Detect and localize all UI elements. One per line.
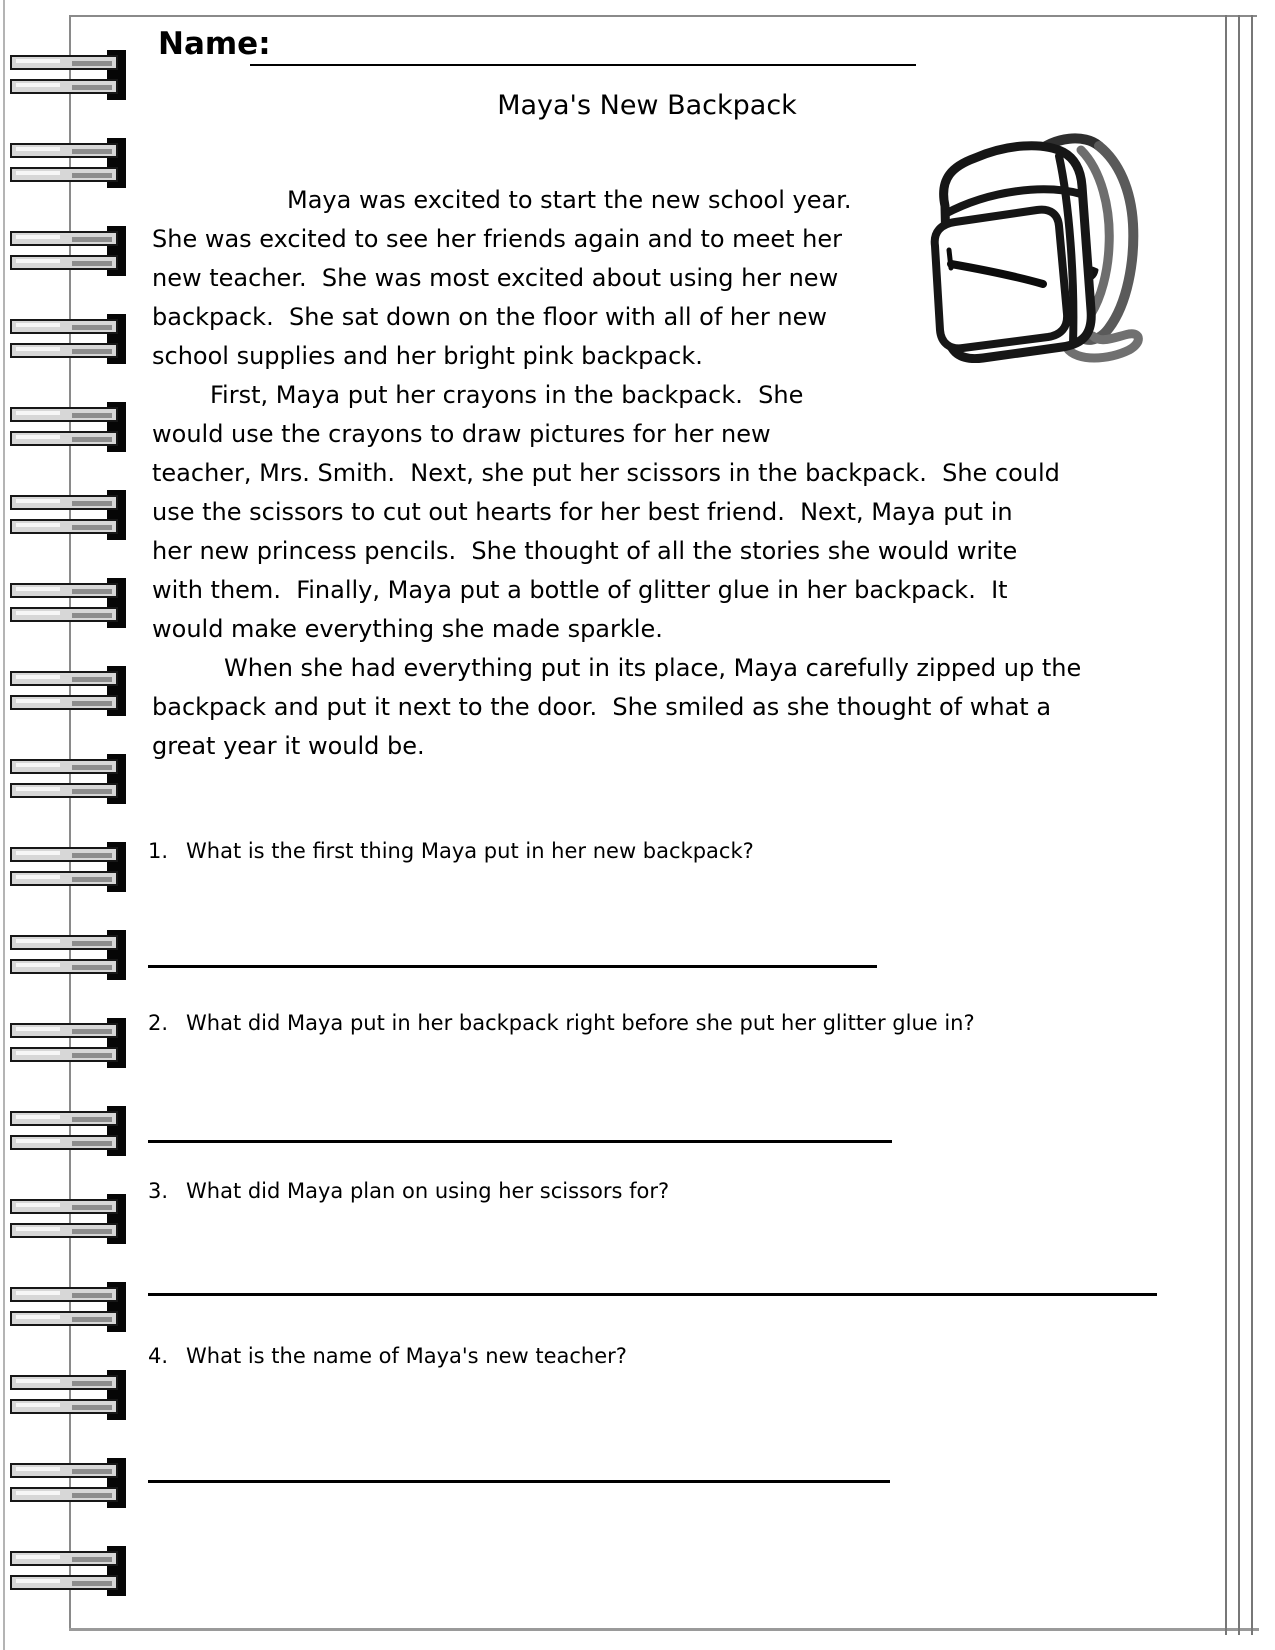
page-stack-edge-line	[1251, 15, 1253, 1635]
binding-wire	[10, 143, 118, 158]
binding-ring	[0, 1106, 130, 1156]
binding-wire	[10, 431, 118, 446]
binding-ring	[0, 1018, 130, 1068]
binding-wire-highlight	[16, 147, 60, 151]
story-line: backpack and put it next to the door. She smiled as she thought of what a	[152, 693, 1052, 721]
binding-wire-shadow	[72, 1029, 112, 1034]
binding-wire-highlight	[16, 171, 60, 175]
question-number: 2.	[148, 1011, 169, 1035]
binding-ring	[0, 666, 130, 716]
story-line: She was excited to see her friends again and to meet her	[152, 225, 842, 253]
binding-wire	[10, 959, 118, 974]
binding-ring	[0, 138, 130, 188]
binding-wire-highlight	[16, 59, 60, 63]
binding-wire-shadow	[72, 613, 112, 618]
binding-wire-shadow	[72, 525, 112, 530]
paper-bottom-border	[69, 1628, 1259, 1631]
binding-wire-highlight	[16, 1491, 60, 1495]
binding-wire	[10, 935, 118, 950]
story-line: When she had everything put in its place, Maya carefully zipped up the	[224, 654, 1082, 682]
binding-wire-shadow	[72, 965, 112, 970]
story-line: new teacher. She was most excited about using her new	[152, 264, 839, 292]
binding-wire-shadow	[72, 149, 112, 154]
binding-wire	[10, 759, 118, 774]
binding-wire	[10, 1111, 118, 1126]
binding-wire	[10, 847, 118, 862]
binding-wire-shadow	[72, 1493, 112, 1498]
binding-wire-shadow	[72, 173, 112, 178]
binding-wire	[10, 1199, 118, 1214]
binding-wire-highlight	[16, 675, 60, 679]
story-line: great year it would be.	[152, 732, 425, 760]
binding-wire	[10, 1047, 118, 1062]
question-4	[148, 1341, 627, 1371]
binding-wire	[10, 871, 118, 886]
binding-wire-highlight	[16, 963, 60, 967]
question-number: 1.	[148, 839, 169, 863]
binding-wire	[10, 1399, 118, 1414]
binding-ring	[0, 842, 130, 892]
binding-wire	[10, 319, 118, 334]
story-line: with them. Finally, Maya put a bottle of glitter glue in her backpack. It	[152, 576, 1008, 604]
answer-blank-line-3[interactable]	[148, 1293, 1157, 1296]
binding-ring	[0, 226, 130, 276]
story-line: use the scissors to cut out hearts for her best friend. Next, Maya put in	[152, 498, 1013, 526]
question-2	[148, 1008, 975, 1038]
binding-ring	[0, 1370, 130, 1420]
binding-wire-highlight	[16, 83, 60, 87]
binding-ring	[0, 1194, 130, 1244]
binding-wire	[10, 1375, 118, 1390]
binding-wire-highlight	[16, 435, 60, 439]
binding-wire-highlight	[16, 347, 60, 351]
binding-wire-shadow	[72, 765, 112, 770]
binding-wire-highlight	[16, 411, 60, 415]
binding-wire-shadow	[72, 589, 112, 594]
binding-wire-shadow	[72, 437, 112, 442]
binding-wire-shadow	[72, 1317, 112, 1322]
binding-wire-shadow	[72, 1469, 112, 1474]
story-line: backpack. She sat down on the floor with all of her new	[152, 303, 828, 331]
binding-ring	[0, 754, 130, 804]
binding-wire-highlight	[16, 939, 60, 943]
binding-wire	[10, 607, 118, 622]
answer-blank-line-2[interactable]	[148, 1140, 892, 1143]
binding-wire-highlight	[16, 763, 60, 767]
binding-ring	[0, 578, 130, 628]
binding-wire	[10, 167, 118, 182]
binding-wire-shadow	[72, 501, 112, 506]
binding-wire-shadow	[72, 1405, 112, 1410]
binding-wire-highlight	[16, 1203, 60, 1207]
answer-blank-line-1[interactable]	[148, 965, 877, 968]
binding-wire	[10, 1487, 118, 1502]
page-stack-edge-line	[1225, 15, 1227, 1635]
story-line: school supplies and her bright pink backpack.	[152, 342, 703, 370]
binding-wire	[10, 343, 118, 358]
question-number: 3.	[148, 1179, 169, 1203]
binding-wire	[10, 1135, 118, 1150]
page-title: Maya's New Backpack	[497, 90, 797, 121]
binding-wire-shadow	[72, 325, 112, 330]
question-3	[148, 1176, 669, 1206]
binding-wire-highlight	[16, 611, 60, 615]
binding-ring	[0, 1282, 130, 1332]
binding-wire	[10, 1287, 118, 1302]
page-stack-edge-line	[1238, 15, 1240, 1635]
story-line: First, Maya put her crayons in the backpack. She	[210, 381, 804, 409]
question-text: What is the first thing Maya put in her new backpack?	[186, 839, 754, 863]
binding-wire	[10, 519, 118, 534]
binding-wire-shadow	[72, 677, 112, 682]
binding-wire	[10, 231, 118, 246]
story-text	[152, 181, 1170, 766]
binding-wire-shadow	[72, 61, 112, 66]
binding-wire-highlight	[16, 1051, 60, 1055]
binding-ring	[0, 930, 130, 980]
binding-wire-highlight	[16, 1555, 60, 1559]
binding-wire-shadow	[72, 261, 112, 266]
binding-wire	[10, 255, 118, 270]
binding-wire-highlight	[16, 1139, 60, 1143]
binding-wire-shadow	[72, 877, 112, 882]
binding-wire-highlight	[16, 1579, 60, 1583]
binding-wire-shadow	[72, 701, 112, 706]
binding-wire	[10, 1551, 118, 1566]
binding-wire	[10, 583, 118, 598]
binding-wire-highlight	[16, 1379, 60, 1383]
binding-wire	[10, 671, 118, 686]
binding-wire-shadow	[72, 1229, 112, 1234]
paper-top-border	[69, 15, 1257, 17]
binding-wire-highlight	[16, 1227, 60, 1231]
binding-wire-shadow	[72, 1381, 112, 1386]
binding-wire-highlight	[16, 1315, 60, 1319]
name-label: Name:	[158, 26, 271, 62]
binding-wire-shadow	[72, 413, 112, 418]
binding-wire	[10, 495, 118, 510]
binding-wire	[10, 1311, 118, 1326]
binding-wire-shadow	[72, 1053, 112, 1058]
story-line: would make everything she made sparkle.	[152, 615, 663, 643]
binding-wire-highlight	[16, 235, 60, 239]
binding-ring	[0, 1546, 130, 1596]
binding-wire-shadow	[72, 1141, 112, 1146]
binding-wire	[10, 783, 118, 798]
binding-wire-highlight	[16, 259, 60, 263]
binding-wire-shadow	[72, 789, 112, 794]
binding-wire	[10, 695, 118, 710]
story-line: teacher, Mrs. Smith. Next, she put her scissors in the backpack. She could	[152, 459, 1060, 487]
binding-wire-highlight	[16, 851, 60, 855]
binding-wire	[10, 1463, 118, 1478]
binding-wire-highlight	[16, 875, 60, 879]
binding-wire-shadow	[72, 1117, 112, 1122]
binding-wire	[10, 55, 118, 70]
story-line: her new princess pencils. She thought of all the stories she would write	[152, 537, 1018, 565]
binding-ring	[0, 1458, 130, 1508]
question-text: What is the name of Maya's new teacher?	[186, 1344, 627, 1368]
binding-wire-highlight	[16, 1291, 60, 1295]
binding-wire-highlight	[16, 699, 60, 703]
binding-wire-shadow	[72, 1581, 112, 1586]
binding-wire	[10, 407, 118, 422]
binding-wire-shadow	[72, 237, 112, 242]
binding-wire	[10, 1023, 118, 1038]
binding-ring	[0, 314, 130, 364]
binding-wire-highlight	[16, 587, 60, 591]
binding-wire-shadow	[72, 349, 112, 354]
binding-wire-shadow	[72, 1557, 112, 1562]
binding-wire	[10, 1575, 118, 1590]
answer-blank-line-4[interactable]	[148, 1480, 890, 1483]
question-text: What did Maya plan on using her scissors for?	[186, 1179, 670, 1203]
binding-wire-shadow	[72, 941, 112, 946]
story-line: Maya was excited to start the new school year.	[287, 186, 852, 214]
story-line: would use the crayons to draw pictures for her new	[152, 420, 771, 448]
binding-wire-shadow	[72, 853, 112, 858]
binding-ring	[0, 402, 130, 452]
name-blank-line[interactable]	[250, 64, 916, 66]
binding-ring	[0, 490, 130, 540]
binding-wire-highlight	[16, 323, 60, 327]
question-number: 4.	[148, 1344, 169, 1368]
binding-wire-highlight	[16, 1403, 60, 1407]
question-1	[148, 836, 754, 866]
binding-wire	[10, 1223, 118, 1238]
binding-wire-highlight	[16, 787, 60, 791]
binding-wire-shadow	[72, 1293, 112, 1298]
binding-wire-shadow	[72, 1205, 112, 1210]
binding-wire-highlight	[16, 499, 60, 503]
binding-wire-highlight	[16, 523, 60, 527]
binding-wire-highlight	[16, 1115, 60, 1119]
binding-wire-highlight	[16, 1467, 60, 1471]
question-text: What did Maya put in her backpack right before she put her glitter glue in?	[186, 1011, 975, 1035]
binding-wire-highlight	[16, 1027, 60, 1031]
